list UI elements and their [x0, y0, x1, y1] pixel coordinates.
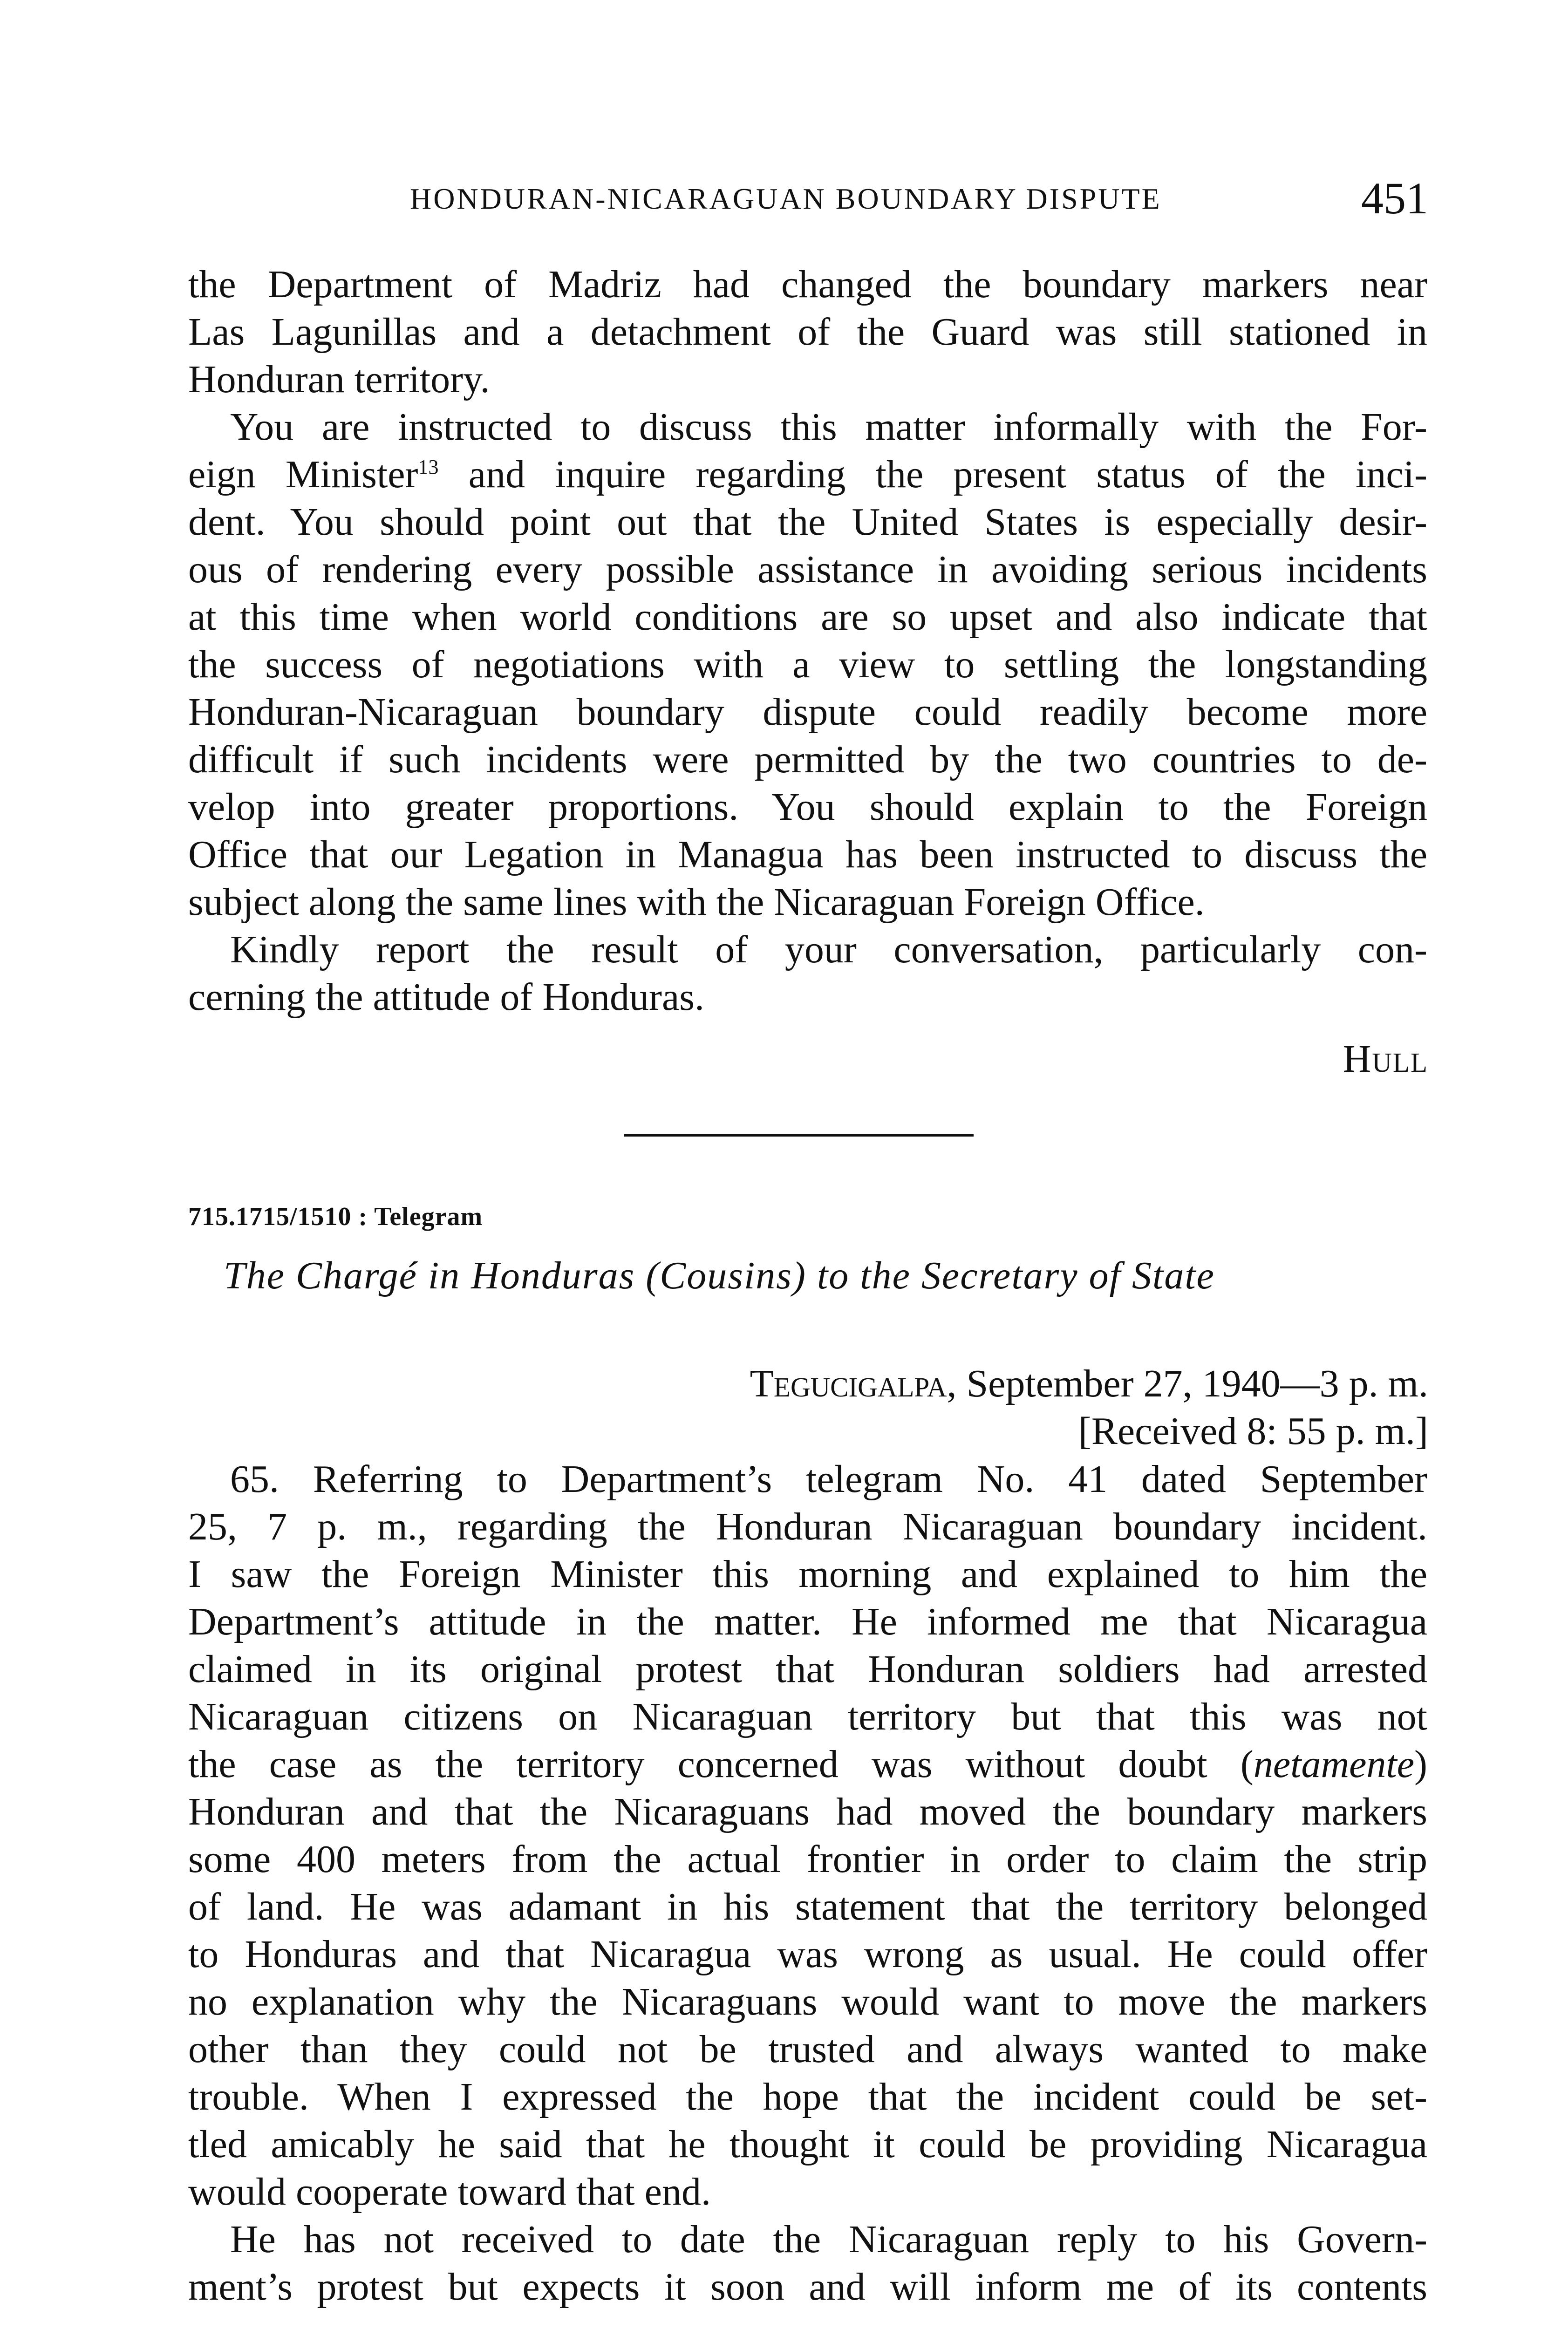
text-line: some 400 meters from the actual frontier in order to claim the strip [188, 1838, 1427, 1881]
text-line: He has not received to date the Nicaraguan reply to his Govern- [230, 2218, 1427, 2261]
text-line: no explanation why the Nicaraguans would want to move the markers [188, 1980, 1427, 2023]
dateline-date: , September 27, 1940—3 p. m. [947, 1362, 1428, 1405]
dateline-place: Tegucigalpa [750, 1362, 947, 1405]
file-reference: 715.1715/1510 : Telegram [188, 1202, 483, 1231]
text-line: cerning the attitude of Honduras. [188, 975, 704, 1019]
signature: Hull [1343, 1037, 1428, 1081]
text-line: dent. You should point out that the United States is especially desir- [188, 500, 1427, 544]
text-line: the Department of Madriz had changed the boundary markers near [188, 263, 1427, 306]
text-line: Las Lagunillas and a detachment of the Guard was still stationed in [188, 310, 1427, 354]
text-line: ous of rendering every possible assistance in avoiding serious incidents [188, 548, 1427, 591]
received-note: [Received 8: 55 p. m.] [1078, 1410, 1428, 1453]
text-fragment: the case as the territory concerned was without doubt ( [188, 1743, 1254, 1786]
section-divider [624, 1134, 974, 1137]
text-line: to Honduras and that Nicaragua was wrong as usual. He could offer [188, 1933, 1427, 1976]
text-line: of land. He was adamant in his statement that the territory belonged [188, 1885, 1427, 1928]
text-line: Kindly report the result of your conversation, particularly con- [230, 928, 1427, 971]
text-line: tled amicably he said that he thought it could be providing Nicaragua [188, 2123, 1427, 2166]
text-line: other than they could not be trusted and always wanted to make [188, 2028, 1427, 2071]
text-line: would cooperate toward that end. [188, 2170, 711, 2213]
italic-term: netamente [1253, 1743, 1415, 1786]
section1-body [188, 261, 1427, 1021]
text-line: Honduran and that the Nicaraguans had moved the boundary markers [188, 1790, 1427, 1833]
text-line: claimed in its original protest that Honduran soldiers had arrested [188, 1648, 1427, 1691]
page-number: 451 [1361, 173, 1428, 223]
text-line: Nicaraguan citizens on Nicaraguan territory but that this was not [188, 1695, 1427, 1738]
text-line: 25, 7 p. m., regarding the Honduran Nicaraguan boundary incident. [188, 1505, 1427, 1548]
document-heading: The Chargé in Honduras (Cousins) to the Secretary of State [224, 1254, 1215, 1297]
text-line: at this time when world conditions are so upset and also indicate that [188, 595, 1427, 639]
text-line: difficult if such incidents were permitted by the two countries to de- [188, 738, 1427, 781]
text-fragment: and inquire regarding the present status of the inci- [438, 453, 1427, 496]
text-line: 65. Referring to Department’s telegram No. 41 dated September [230, 1457, 1427, 1501]
text-fragment: eign Minister [188, 453, 418, 496]
text-line: You are instructed to discuss this matter informally with the For- [230, 405, 1427, 449]
dateline-line [750, 1360, 1428, 1408]
text-line: the success of negotiations with a view to settling the longstanding [188, 643, 1427, 686]
text-line-with-footnote [188, 451, 1427, 498]
footnote-ref: 13 [418, 456, 439, 478]
text-line: I saw the Foreign Minister this morning and explained to him the [188, 1553, 1427, 1596]
text-line: ment’s protest but expects it soon and will inform me of its contents [188, 2265, 1427, 2309]
text-line: Honduran-Nicaraguan boundary dispute could readily become more [188, 690, 1427, 734]
text-line: Honduran territory. [188, 358, 490, 401]
text-line: Department’s attitude in the matter. He informed me that Nicaragua [188, 1600, 1427, 1643]
text-line: Office that our Legation in Managua has been instructed to discuss the [188, 833, 1427, 876]
text-line: velop into greater proportions. You should explain to the Foreign [188, 785, 1427, 829]
text-fragment: ) [1414, 1743, 1427, 1786]
text-line: subject along the same lines with the Nicaraguan Foreign Office. [188, 880, 1205, 924]
running-title: HONDURAN-NICARAGUAN BOUNDARY DISPUTE [410, 182, 1162, 215]
text-line: trouble. When I expressed the hope that the incident could be set- [188, 2075, 1427, 2118]
dateline [750, 1360, 1428, 1455]
running-head [0, 172, 1568, 228]
section2-body [188, 1456, 1427, 2311]
text-line-with-italic [188, 1741, 1427, 1788]
